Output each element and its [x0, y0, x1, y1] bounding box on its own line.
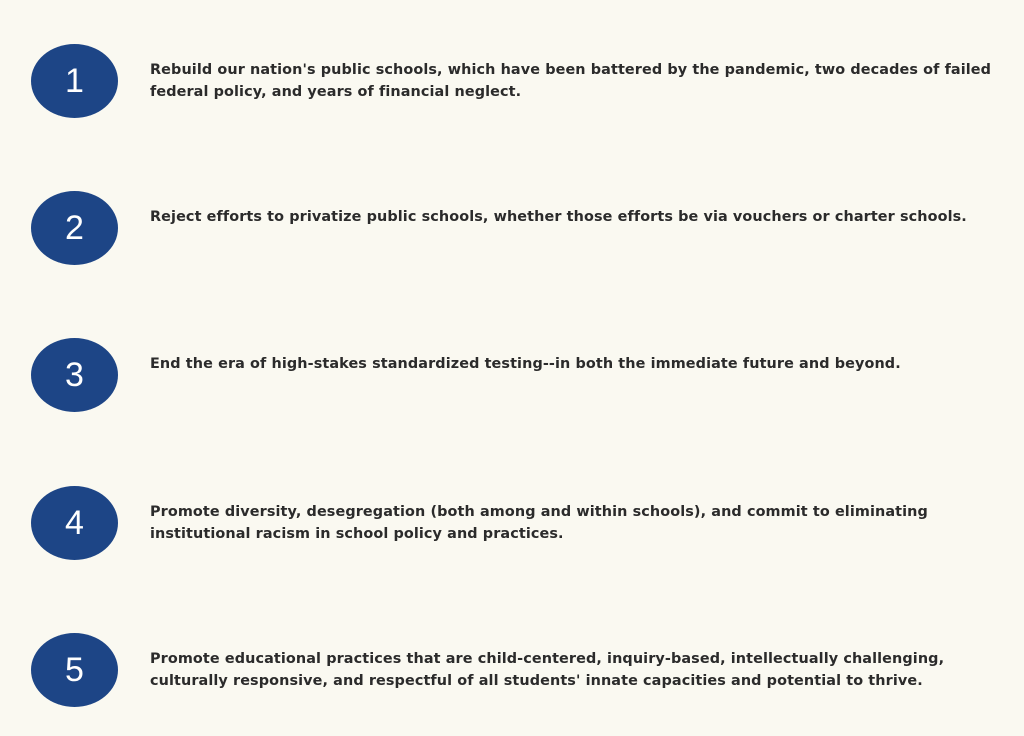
list-item-4	[31, 486, 1006, 560]
number-badge: 1	[31, 44, 118, 118]
list-item-5	[31, 633, 1006, 707]
item-text: Promote educational practices that are child-centered, inquiry-based, intellectually challenging, culturally responsive, and respectful of all students' innate capacities and potential to thrive.	[150, 651, 945, 689]
item-text: End the era of high-stakes standardized testing--in both the immediate future and beyond.	[150, 356, 901, 372]
list-item-3	[31, 338, 1006, 412]
number-badge: 5	[31, 633, 118, 707]
list-item-2	[31, 191, 1006, 265]
number-badge: 2	[31, 191, 118, 265]
item-text: Promote diversity, desegregation (both among and within schools), and commit to eliminating institutional racism in school policy and practices.	[150, 504, 928, 542]
number-badge: 3	[31, 338, 118, 412]
item-text: Reject efforts to privatize public schools, whether those efforts be via vouchers or charter schools.	[150, 209, 967, 225]
number-badge: 4	[31, 486, 118, 560]
list-item-1	[31, 44, 1006, 118]
item-text: Rebuild our nation's public schools, which have been battered by the pandemic, two decades of failed federal policy, and years of financial neglect.	[150, 62, 992, 100]
